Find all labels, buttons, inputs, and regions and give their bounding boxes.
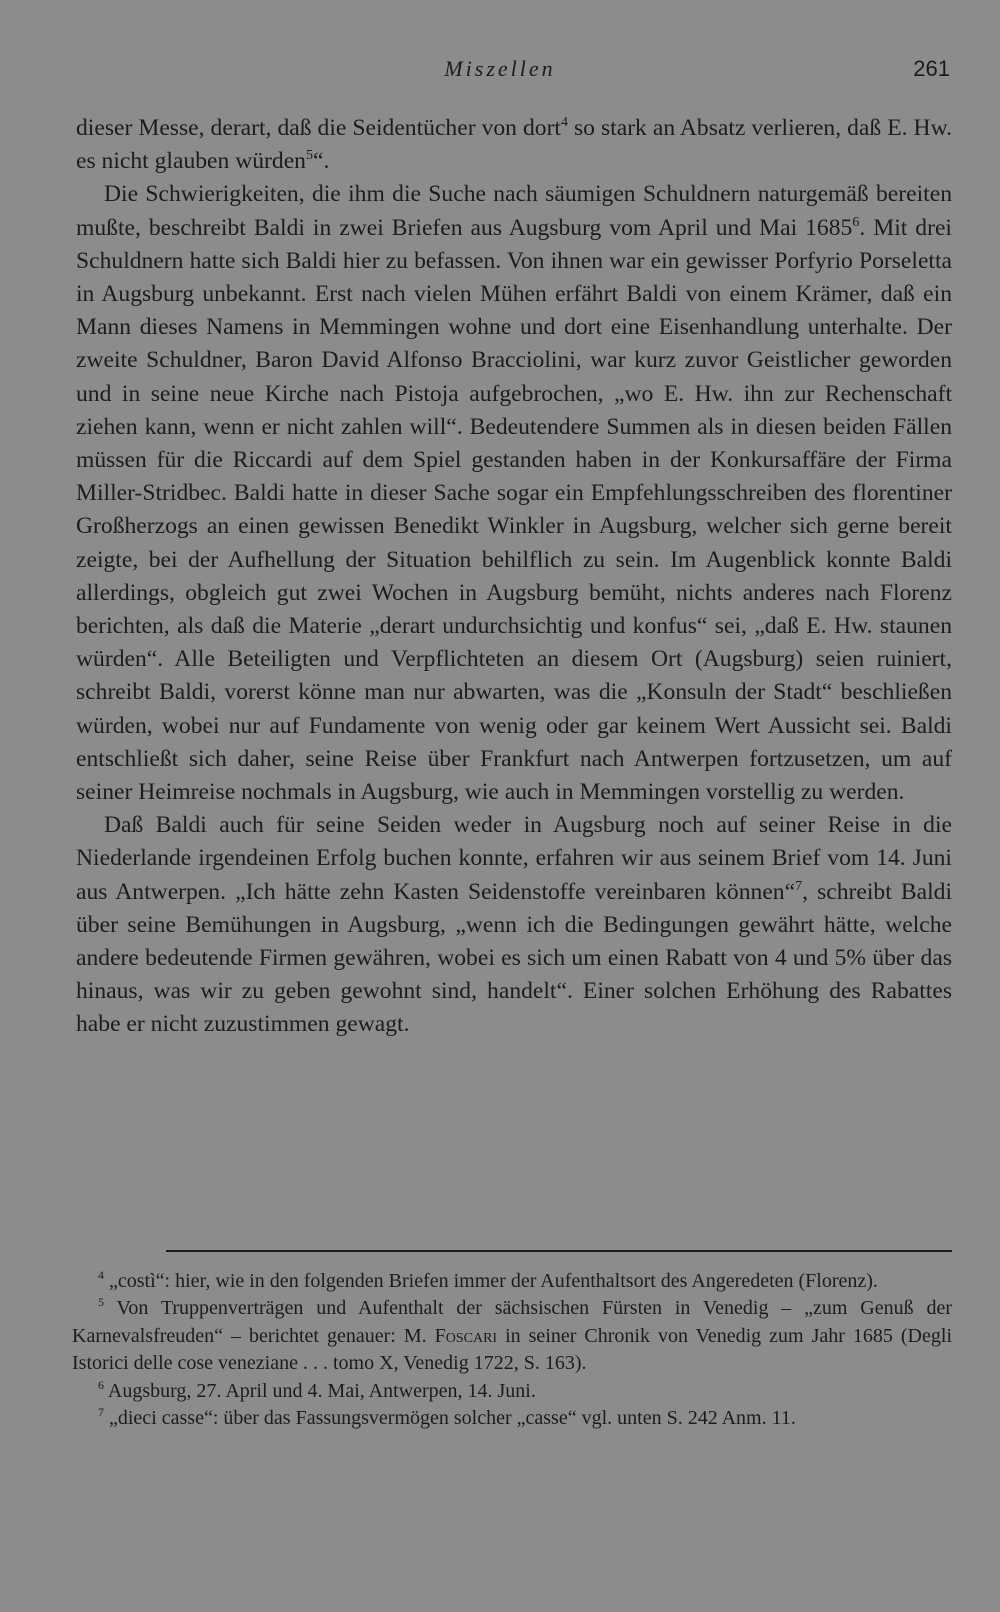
paragraph <box>76 809 952 1041</box>
footnote-divider <box>166 1250 952 1252</box>
footnote-number: 4 <box>98 1268 104 1282</box>
footnote-ref: 7 <box>795 878 803 894</box>
footnote-text: in seiner Chronik von Venedig zum Jahr 1685 (Degli Istorici delle cose veneziane . . . tomo X, Venedig 1722, S. 163). <box>72 1324 952 1375</box>
text-run: so stark an Absatz verlieren, daß E. Hw. es nicht glauben würden <box>76 115 952 175</box>
footnotes <box>72 1268 952 1432</box>
footnote-text: „costì“: hier, wie in den folgenden Briefen immer der Aufenthaltsort des Angeredeten (Florenz). <box>109 1270 878 1292</box>
footnote-text: Augsburg, 27. April und 4. Mai, Antwerpen, 14. Juni. <box>107 1379 536 1402</box>
text-run: . Mit drei Schuldnern hatte sich Baldi hier zu befassen. Von ihnen war ein gewisser Porfyrio Porseletta in Augsburg unbekannt. Erst nach vielen Mühen erfährt Baldi von einem Krämer, daß ein Mann dieses Namens in Memmingen wohne und dort eine Eisenhandlung unterhalte. Der zweite Schuldner, Baron David Alfonso Bracciolini, war kurz zuvor Geistlicher geworden und in seine neue Kirche nach Pistoja aufgebrochen, „wo E. Hw. ihn zur Rechenschaft ziehen kann, wenn er nicht zahlen will“. Bedeutendere Summen als in diesen beiden Fällen müssen für die Riccardi auf dem Spiel gestanden haben in der Konkursaffäre der Firma Miller-Stridbec. Baldi hatte in dieser Sache sogar ein Empfehlungsschreiben des florentiner Großherzogs an einen gewissen Benedikt Winkler in Augsburg, welcher sich gerne bereit zeigte, bei der Aufhellung der Situation behilflich zu sein. Im Augenblick konnte Baldi allerdings, obgleich gut zwei Wochen in Augsburg bemüht, nichts anderes nach Florenz berichten, als daß die Materie „derart undurchsichtig und konfus“ sei, „daß E. Hw. staunen würden“. Alle Beteiligten und Verpflichteten an diesem Ort (Augsburg) seien ruiniert, schreibt Baldi, vorerst könne man nur abwarten, was die „Konsuln der Stadt“ beschließen würden, wobei nur auf Fundamente von wenig oder gar keinem Wert Aussicht sei. Baldi entschließt sich daher, seine Reise über Frankfurt nach Antwerpen fortzusetzen, um auf seiner Heimreise nochmals in Augsburg, wie auch in Memmingen vorstellig zu werden. <box>76 214 952 806</box>
footnote <box>72 1378 952 1405</box>
text-run: Daß Baldi auch für seine Seiden weder in Augsburg noch auf seiner Reise in die Niederlande irgendeinen Erfolg buchen konnte, erfahren wir aus seinem Brief vom 14. Juni aus Antwerpen. „Ich hätte zehn Kasten Seidenstoffe vereinbaren können“ <box>76 812 952 905</box>
body-text <box>76 112 952 1042</box>
paragraph <box>76 112 952 178</box>
footnote-text: Von Truppenverträgen und Aufenthalt der sächsischen Fürsten in Venedig – „zum Genuß der Karnevalsfreuden“ – berichtet genauer: M. <box>72 1297 953 1347</box>
footnote-number: 6 <box>98 1377 104 1392</box>
footnote-ref: 4 <box>560 115 568 130</box>
footnote-text: „dieci casse“: über das Fassungsvermögen solcher „casse“ vgl. unten S. 242 Anm. 11. <box>109 1407 796 1430</box>
running-header-title: Miszellen <box>444 56 556 81</box>
footnote-author: Foscari <box>434 1324 498 1347</box>
footnote-ref: 5 <box>305 148 313 164</box>
text-run: dieser Messe, derart, daß die Seidentücher von dort <box>76 115 561 141</box>
footnote-number: 5 <box>98 1295 104 1310</box>
text-run: Die Schwierigkeiten, die ihm die Suche nach säumigen Schuldnern naturgemäß bereiten mußte, beschreibt Baldi in zwei Briefen aus Augsburg vom April und Mai 1685 <box>76 181 952 241</box>
footnote-number: 7 <box>98 1405 104 1420</box>
footnote <box>72 1405 952 1432</box>
paragraph <box>76 178 952 809</box>
footnote <box>72 1295 952 1377</box>
footnote-ref: 6 <box>852 214 860 230</box>
footnote <box>72 1268 952 1295</box>
text-run: , schreibt Baldi über seine Bemühungen in Augsburg, „wenn ich die Bedingungen gewährt hätte, welche andere bedeutende Firmen gewähren, wobei es sich um einen Rabatt von 4 und 5% über das hinaus, was wir zu geben gewohnt sind, handelt“. Einer solchen Erhöhung des Rabattes habe er nicht zuzustimmen gewagt. <box>76 878 953 1038</box>
page-number: 261 <box>913 56 950 81</box>
text-run: “. <box>312 148 330 175</box>
